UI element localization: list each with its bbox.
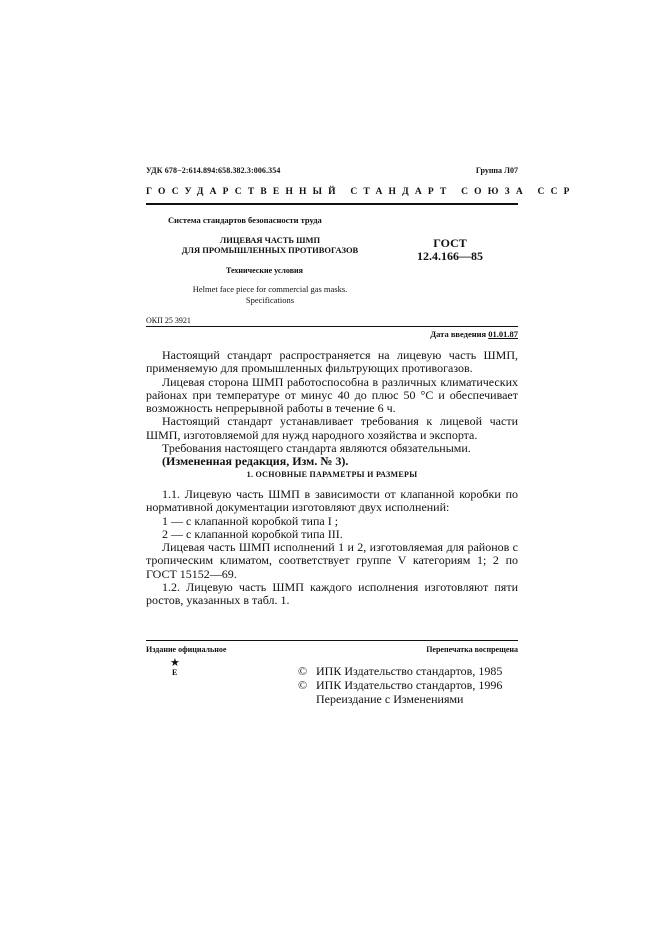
gost-designation <box>390 237 510 263</box>
clause-item: 2 — с клапанной коробкой типа III. <box>162 526 343 541</box>
clause-paragraph: Лицевая часть ШМП исполнений 1 и 2, изготовляемая для районов с тропическим климатом, соответствует группе V категориям 1; 2 по ГОСТ 15152—69. <box>146 540 518 581</box>
reprint-prohibited: Перепечатка воспрещена <box>426 645 518 654</box>
clause-paragraph: 1.1. Лицевую часть ШМП в зависимости от клапанной коробки по нормативной документации изготовляют двух исполнений: <box>146 487 518 515</box>
copyright-icon: © <box>298 678 308 692</box>
english-title <box>170 284 370 306</box>
copyright-icon: © <box>298 664 308 678</box>
english-title-line-2: Specifications <box>245 295 295 305</box>
clause-item: 1 — с клапанной коробкой типа I ; <box>162 513 339 528</box>
document-title <box>170 235 370 255</box>
footer-divider <box>146 640 518 641</box>
date-introduction <box>430 329 518 339</box>
copyright-block <box>298 664 502 706</box>
okp-divider <box>146 326 518 327</box>
header-divider <box>146 203 518 205</box>
star-icon: ★ <box>170 657 180 669</box>
intro-paragraph: Настоящий стандарт распространяется на лицевую часть ШМП, применяемую для промышленных фильтрующих противогазов. <box>146 348 518 376</box>
gost-label: ГОСТ <box>433 236 467 250</box>
english-title-line-1: Helmet face piece for commercial gas masks. <box>192 284 348 294</box>
group-code: Группа Л07 <box>475 166 518 175</box>
copyright-line: © ИПК Издательство стандартов, 1996 <box>298 678 503 692</box>
intro-paragraph: Лицевая сторона ШМП работоспособна в различных климатических районах при температуре от минус 40 до плюс 50 °С и обеспечивает возможность непрерывной работы в течение 6 ч. <box>146 374 518 416</box>
copyright-line: © ИПК Издательство стандартов, 1985 <box>298 664 503 678</box>
date-value: 01.01.87 <box>488 329 518 339</box>
e-mark: Е <box>172 668 178 677</box>
amendment-note: (Измененная редакция, Изм. № 3). <box>162 454 349 469</box>
udk-code: УДК 678−2:614.894:658.382.3:006.354 <box>146 166 281 175</box>
reissue-note: Переиздание с Изменениями <box>316 692 464 706</box>
okp-code: ОКП 25 3921 <box>146 316 191 325</box>
intro-text <box>146 349 518 469</box>
official-edition: Издание официальное <box>146 645 227 654</box>
clause-paragraph: 1.2. Лицевую часть ШМП каждого исполнения изготовляют пяти ростов, указанных в табл. 1. <box>146 580 518 608</box>
title-line-1: ЛИЦЕВАЯ ЧАСТЬ ШМП <box>219 235 321 245</box>
system-title: Система стандартов безопасности труда <box>168 215 322 225</box>
gost-number: 12.4.166—85 <box>417 249 483 263</box>
tech-conditions: Технические условия <box>226 266 303 275</box>
intro-paragraph: Настоящий стандарт устанавливает требования к лицевой части ШМП, изготовляемой для нужд народного хозяйства и экспорта. <box>146 414 518 442</box>
title-line-2: ДЛЯ ПРОМЫШЛЕННЫХ ПРОТИВОГАЗОВ <box>181 245 359 255</box>
section-heading: 1. ОСНОВНЫЕ ПАРАМЕТРЫ И РАЗМЕРЫ <box>246 470 418 479</box>
gos-standard-heading: ГОСУДАРСТВЕННЫЙ СТАНДАРТ СОЮЗА ССР <box>146 187 576 197</box>
intro-paragraph: Требования настоящего стандарта являются обязательными. <box>162 441 471 456</box>
date-label: Дата введения <box>430 329 487 339</box>
section-text <box>146 488 518 608</box>
